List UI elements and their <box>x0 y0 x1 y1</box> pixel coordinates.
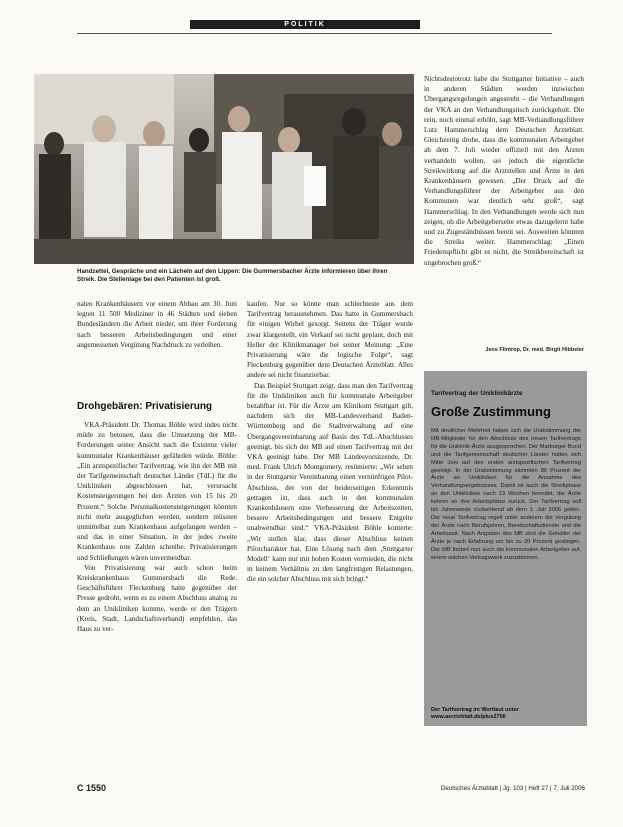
box-link-note: Der Tarifvertrag im Wortlaut unter www.aerzteblatt.de/plus2706 <box>431 707 519 720</box>
paragraph: kaufen. Nur so könne man schlechteste aus dem Tarifvertrag herausnehmen. Das hatte in Gummersbach für einigen Wirbel gesorgt. Seitens der Träger wurde zwar klargestellt, ein Verkauf sei nicht geplant, doch mit Heller der Klinikmanager bei seiner Meinung: „Eine Privatisierung wäre die logische Folge“, sagt Fleckenburg gegenüber dem Deutschen Ärzteblatt. Alles andere sei nicht finanzierbar. <box>247 300 413 380</box>
photo-caption: Handzettel, Gespräche und ein Lächeln auf den Lippen: Die Gummersbacher Ärzte informieren über ihren Streik. Die Stellenlage bei den Patienten ist groß. <box>77 268 388 283</box>
paragraph: Das Beispiel Stuttgart zeigt, dass man den Tarifvertrag für die Unikliniken auch für kommunale Arbeitgeber bezahlbar ist. Für die Ärzte am Klinikum Stuttgart gilt, nachdem sich der MB-Landesverband Baden-Württemberg und die Stadtverwaltung auf eine Übergangsvereinbarung auf Basis des TdL-Abschlusses geeinigt, bis sich der MB auf einen Tarifvertrag mit der VKA geeinigt habe. Der MB Landesvorsitzende, Dr. med. Frank Ulrich Montgomery, resümierte: „Wir sehen in der Stuttgarter Vereinbarung einen vernünftigen Pilot-Abschluss, der von der beiderseitigen Erkenntnis getragen ist, dass auch in den kommunalen Krankenhäusern eine Verbesserung der Arbeitszeiten, bessere Arbeitsbedingungen und bessere Entgelte unabwendbar sind.“ VKA-Präsident Böhle konterte: „Wir stellen klar, dass dieser Abschluss keinen Pilotcharakter hat. Eine Lösung nach dem ‚Stuttgarter Modell‘ kann nur mit hohen Kosten vermieden, die nicht in keinem Verhältnis zu den langfristigen Belastungen, die ein solcher Abschluss mit sich bringt.“ <box>247 381 413 584</box>
subheading: Drohgebären: Privatisierung <box>77 401 213 412</box>
box-body: Mit deutlicher Mehrheit haben sich die Urabstimmung der MB-Mitglieder für den Abschluss des neuen Tarifvertrags für die Uniklinik-Ärzte ausgesprochen. Der Marburger Bund und die Tarifgemeinschaft deutscher Länder hatten sich Mitte Juni auf den ersten arztspezifischen Tarifvertrag geeinigt. In der Urabstimmung stimmten 86 Prozent der Ärzte an Unikliniken für die Annahme des Verhandlungsergebnisses. Damit ist auch die Streikphase an den Unikliniken nach 13 Wochen beendet, die Ärzte kehren an ihre Arbeitsplätze zurück. Der Tarifvertrag soll bis Jahresende rückwirkend ab dem 1. Juli 2006 gelten. Der neue Tarifvertrag regelt unter anderem die Vergütung der Ärzte nach Berufsjahren, Bereitschaftsdienste und die Arbeitszeit. Nach Angaben des MB sind die Gehälter der Ärzte je nach Erfahrung um bis zu 20 Prozent gestiegen. Der MB fordert nun auch die kommunalen Arbeitgeber auf, einem solchen Vertragswerk zuzustimmen. <box>431 428 581 561</box>
paragraph: VKA-Präsident Dr. Thomas Böhle wird indes nicht müde zu betonen, dass die Umsetzung der MB-Forderungen seiner Ansicht nach die Existenz vieler kommunaler Krankenhäuser gefährden würde. Böhle: „Ein arztspezifischer Tarifvertrag, wie ihn der MB mit der Tarifgemeinschaft deutscher Länder (TdL) für die Unikliniken abgeschlossen hat, verursacht Kostensteigerungen bei den Ärzten von 15 bis 20 Prozent.“ Solche Personalkostensteigerungen könnten nicht mehr ausgeglichen werden, sondern müssten unmittelbar zum Krankenhaus aufgefangen werden – und das in einer Situation, in der jedes zweite Krankenhaus rote Zahlen schreibe. Privatisierungen und Schließungen wären unvermeidbar. <box>77 421 237 562</box>
journal-issue: Deutsches Ärzteblatt | Jg. 103 | Heft 27 | 7. Juli 2006 <box>440 785 585 792</box>
article-photo <box>34 74 414 264</box>
paragraph: Von Privatisierung war auch schon beim Kreiskrankenhaus Gummersbach die Rede. Geschäftsführer Fleckenburg hatte gegenüber der Presse gedroht, wenn es zu einem Abschluss analog zu dem an Unikliniken komme, werde er den Trägern (Kreis, Stadt, Landschaftsverband) empfehlen, das Haus zu ver- <box>77 563 237 634</box>
box-title: Große Zustimmung <box>431 404 551 419</box>
article-column-1-intro <box>77 299 237 350</box>
page-number: C 1550 <box>77 783 107 793</box>
section-label: POLITIK <box>190 20 420 29</box>
header-rule <box>77 33 552 34</box>
article-column-1-body <box>77 420 237 634</box>
article-column-2 <box>247 299 413 585</box>
author-byline: Jens Flintrop, Dr. med. Birgit Hibbeler <box>485 347 584 353</box>
photo-illustration <box>34 74 414 264</box>
paragraph: nalen Krankenhäusern vor einem Abbau am 30. Juni legten 11 500 Mediziner in 46 Städten und sieben Bundesländern die Arbeit nieder, um ihrer Forderung nach besseren Arbeitsbedingungen und einer angemessenen Vergütung Nachdruck zu verleihen. <box>77 300 237 349</box>
paragraph: Nichtsdestotrotz habe die Stuttgarter Initiative – auch in anderen Städten werden inzwischen Übergangsregelungen angestrebt – die Verhandlungen der VKA an den Verhandlungstisch zurückgeholt. Die rein, noch einmal erhöht, sagt MB-Verhandlungsführer Lutz Hammerschlag dem Deutschen Ärzteblatt. Gleichzeitig drohe, dass die kommunalen Arbeitgeber ab dem 7. Juli wieder offiziell mit den Ärzten verhandeln wollen, sei jedoch die eigentliche Streikwirkung auf die Arztstellen und Ärzte in den Krankenhäusern gewesen. „Der Druck auf die Verhandlungsführer der Arbeitgeber aus den Kommunen war deutlich sehr groß“, sagt Hammerschlag. In den Verhandlungen werde sich nun zeigen, ob die Arbeitgeberseite etwas dazugelernt habe und zu Zugeständnissen bereit sei. Ausweiten könnten die Streiks weiter. Hammerschlag: „Einen Friedenspflicht gibt es nicht, die Streikbereitschaft ist ungebrochen groß.“ <box>424 75 584 267</box>
box-kicker: Tarifvertrag der Uniklinikärzte <box>431 390 523 397</box>
article-column-3 <box>424 74 584 268</box>
